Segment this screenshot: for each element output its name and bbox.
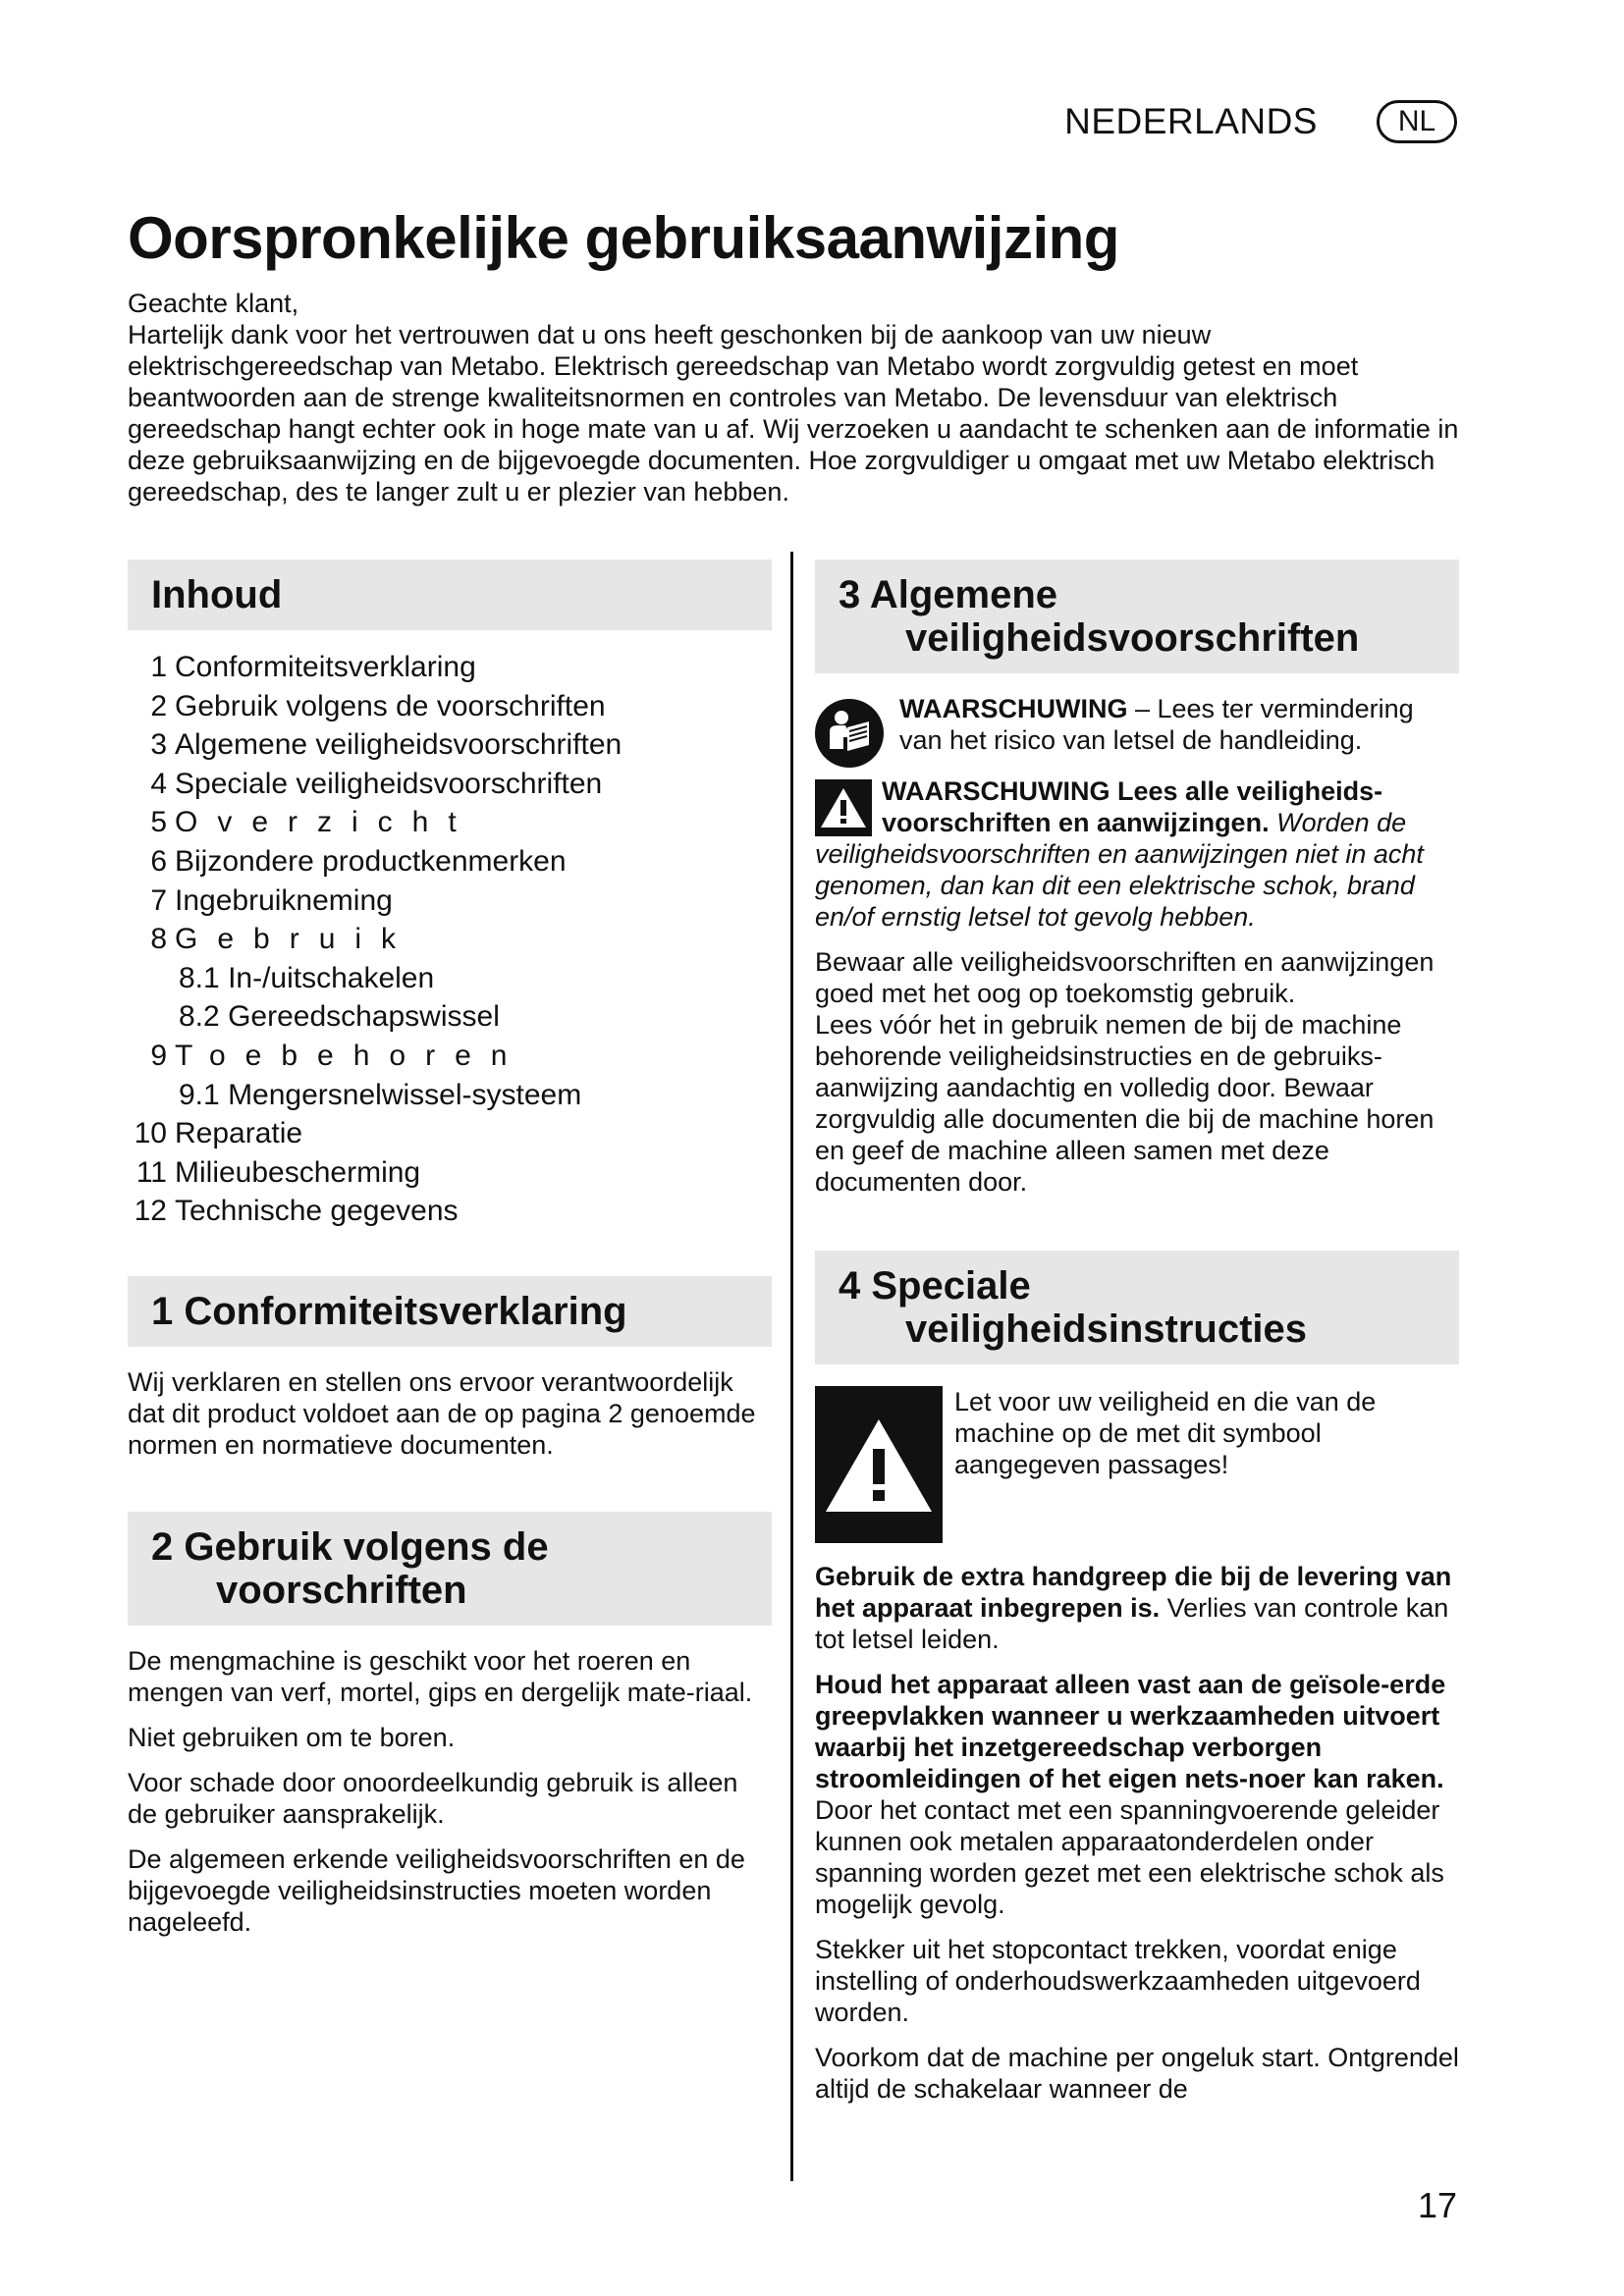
table-of-contents	[128, 648, 772, 1231]
section-4-paragraph: Stekker uit het stopcontact trekken, voordat enige instelling of onderhoudswerkzaamheden uitgevoerd worden.	[815, 1935, 1421, 2027]
section-3-heading: 3 Algemene veiligheidsvoorschriften	[815, 560, 1459, 673]
toc-item[interactable]: 10 Reparatie	[134, 1117, 303, 1150]
intro-text: Hartelijk dank voor het vertrouwen dat u ons heeft geschonken bij de aankoop van uw nieuw elektrischgereedschap van Metabo. Elektrisch gereedschap van Metabo wordt zorgvuldig getest en moet beantwoorden aan de strenge kwaliteitsnormen en controles van Metabo. De levensduur van elektrisch gereedschap hangt echter ook in hoge mate van u af. Wij verzoeken u aandacht te schenken aan de informatie in deze gebruiksaanwijzing en de bijgevoegde documenten. Hoe zorgvuldiger u omgaat met uw Metabo elektrisch gereedschap, des te langer zult u er plezier van hebben.	[128, 320, 1459, 507]
toc-subitem[interactable]: 8.1 In-/uitschakelen	[179, 961, 435, 994]
read-manual-warning	[815, 693, 1459, 768]
read-manual-text: WAARSCHUWING – Lees ter vermindering van het risico van letsel de handleiding.	[899, 694, 1414, 755]
language-name: NEDERLANDS	[1064, 101, 1318, 141]
contents-heading: Inhoud	[128, 560, 772, 630]
language-header	[1064, 100, 1457, 143]
toc-item[interactable]: 8 Gebruik	[150, 923, 416, 956]
section-2-paragraph: De mengmachine is geschikt voor het roeren en mengen van verf, mortel, gips en dergelijk mate-riaal.	[128, 1645, 753, 1707]
section-2-heading: 2 Gebruik volgens de voorschriften	[128, 1512, 772, 1626]
intro	[128, 288, 1463, 507]
keep-instructions-text: Lees vóór het in gebruik nemen de bij de machine behorende veiligheidsinstructies en de gebruiks-aanwijzing aandachtig en volledig door. Bewaar zorgvuldig alle documenten die bij de machine horen en geef de machine alleen samen met deze documenten door.	[815, 1010, 1435, 1197]
toc-item[interactable]: 7 Ingebruikneming	[150, 883, 393, 917]
toc-item[interactable]: 9 Toebehoren	[150, 1039, 527, 1072]
section-4-paragraph: Houd het apparaat alleen vast aan de geïsole-erde greepvlakken wanneer u werkzaamheden uitvoert waarbij het inzetgereedschap verborgen stroomleidingen of het eigen nets-noer kan raken. Door het contact met een spanningvoerende geleider kunnen ook metalen apparaatonderdelen onder spanning worden gezet met een elektrische schok als mogelijk gevolg.	[815, 1670, 1446, 1919]
right-column	[815, 560, 1459, 2118]
toc-subitem[interactable]: 8.2 Gereedschapswissel	[179, 1000, 500, 1034]
warning-triangle-large-icon	[815, 1386, 943, 1543]
section-2-paragraph: Niet gebruiken om te boren.	[128, 1722, 456, 1752]
page-number: 17	[1417, 2185, 1457, 2225]
section-1-heading: 1 Conformiteitsverklaring	[128, 1276, 772, 1347]
read-manual-icon	[815, 699, 884, 768]
section-4-paragraph: Gebruik de extra handgreep die bij de levering van het apparaat inbegrepen is. Verlies van controle kan tot letsel leiden.	[815, 1562, 1452, 1654]
section-2-paragraph: De algemeen erkende veiligheidsvoorschriften en de bijgevoegde veiligheidsinstructies moeten worden nageleefd.	[128, 1843, 745, 1937]
page-title: Oorspronkelijke gebruiksaanwijzing	[128, 205, 1119, 271]
warning-triangle-icon	[815, 779, 872, 836]
keep-instructions-bold: Bewaar alle veiligheidsvoorschriften en aanwijzingen goed met het oog op toekomstig gebruik.	[815, 947, 1435, 1008]
intro-greeting: Geachte klant,	[128, 289, 299, 318]
column-divider	[790, 552, 793, 2181]
toc-subitem[interactable]: 9.1 Mengersnelwissel-systeem	[179, 1078, 582, 1111]
section-4-heading: 4 Speciale veiligheidsinstructies	[815, 1251, 1459, 1364]
section-4-paragraph: Voorkom dat de machine per ongeluk start. Ontgrendel altijd de schakelaar wanneer de	[815, 2043, 1459, 2104]
left-column	[128, 560, 772, 1951]
toc-item[interactable]: 5 Overzicht	[150, 806, 476, 839]
language-code-badge: NL	[1377, 100, 1457, 143]
section-2-paragraph: Voor schade door onoordeelkundig gebruik is alleen de gebruiker aansprakelijk.	[128, 1767, 738, 1829]
toc-item[interactable]: 4 Speciale veiligheidsvoorschriften	[150, 767, 603, 800]
toc-item[interactable]: 6 Bijzondere productkenmerken	[150, 844, 567, 878]
toc-item[interactable]: 11 Milieubescherming	[135, 1155, 421, 1189]
symbol-notice	[815, 1386, 1459, 1543]
toc-item[interactable]: 3 Algemene veiligheidsvoorschriften	[150, 728, 623, 762]
toc-item[interactable]: 2 Gebruik volgens de voorschriften	[150, 689, 606, 722]
general-warning: WAARSCHUWING Lees alle veiligheids-voorschriften en aanwijzingen. Worden de veiligheidsvoorschriften en aanwijzingen niet in acht genomen, dan kan dit een elektrische schok, brand en/of ernstig letsel tot gevolg hebben.	[815, 776, 1424, 932]
section-1-text: Wij verklaren en stellen ons ervoor verantwoordelijk dat dit product voldoet aan de op pagina 2 genoemde normen en normatieve documenten.	[128, 1366, 756, 1460]
toc-item[interactable]: 1 Conformiteitsverklaring	[150, 651, 476, 683]
toc-item[interactable]: 12 Technische gegevens	[134, 1195, 459, 1228]
symbol-notice-text: Let voor uw veiligheid en die van de machine op de met dit symbool aangegeven passages!	[954, 1387, 1377, 1479]
